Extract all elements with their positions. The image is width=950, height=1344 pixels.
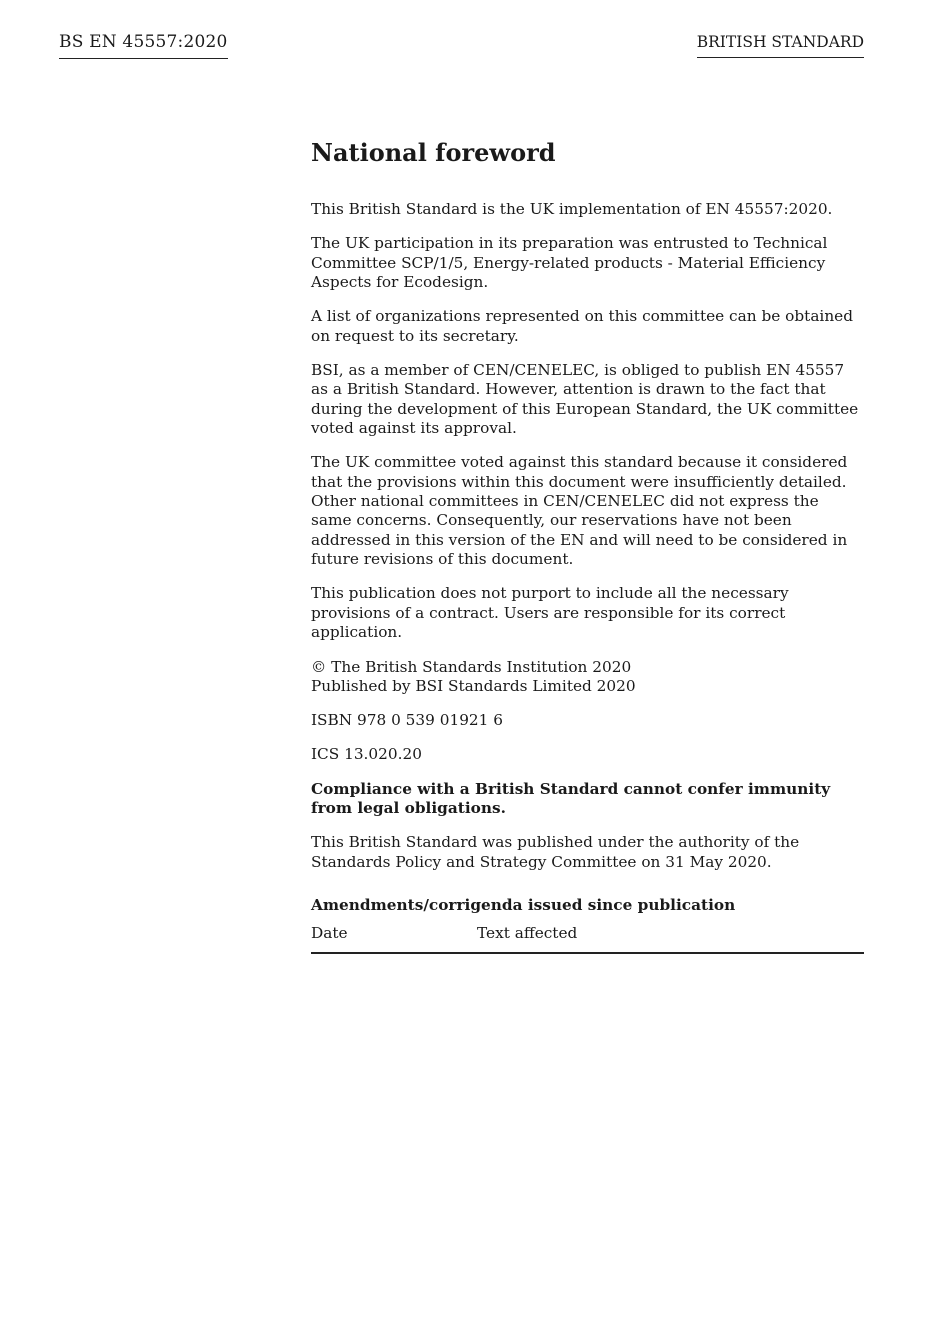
paragraph-vote-reason: The UK committee voted against this standard because it considered that the provisions within this document were insufficiently detailed. Other national committees in CEN/CENELEC did not express the same concerns. Consequently, our reservations have not been addressed in this version of the EN and will need to be considered in future revisions of this document. xyxy=(311,453,848,569)
paragraph-cen-obligation: BSI, as a member of CEN/CENELEC, is obliged to publish EN 45557 as a British Standard. However, attention is drawn to the fact that during the development of this European Standard, the UK committee voted against its approval. xyxy=(311,360,859,438)
paragraph-committee: The UK participation in its preparation was entrusted to Technical Committee SCP/1/5, Energy-related products - Material Efficiency Aspects for Ecodesign. xyxy=(311,234,828,292)
paragraph-implementation: This British Standard is the UK implementation of EN 45557:2020. xyxy=(311,200,833,218)
copyright-block xyxy=(311,658,864,697)
standard-type-label: BRITISH STANDARD xyxy=(697,32,864,58)
page-title: National foreword xyxy=(311,138,556,167)
copyright-line: © The British Standards Institution 2020 xyxy=(311,657,632,676)
foreword-content xyxy=(311,138,864,954)
document-number: BS EN 45557:2020 xyxy=(59,31,228,59)
amendments-heading: Amendments/corrigenda issued since publication xyxy=(311,895,736,914)
column-header-date: Date xyxy=(311,924,477,952)
ics-code: ICS 13.020.20 xyxy=(311,745,422,764)
authority-statement: This British Standard was published under the authority of the Standards Policy and Strategy Committee on 31 May 2020. xyxy=(311,833,800,871)
table-header-row xyxy=(311,924,864,952)
column-header-text-affected: Text affected xyxy=(477,924,864,952)
amendments-table xyxy=(311,924,864,953)
paragraph-organizations: A list of organizations represented on this committee can be obtained on request to its secretary. xyxy=(311,307,854,345)
paragraph-disclaimer: This publication does not purport to include all the necessary provisions of a contract. Users are responsible for its correct application. xyxy=(311,584,789,642)
compliance-notice: Compliance with a British Standard cannot confer immunity from legal obligations. xyxy=(311,779,831,817)
publisher-line: Published by BSI Standards Limited 2020 xyxy=(311,676,636,695)
isbn: ISBN 978 0 539 01921 6 xyxy=(311,711,503,730)
